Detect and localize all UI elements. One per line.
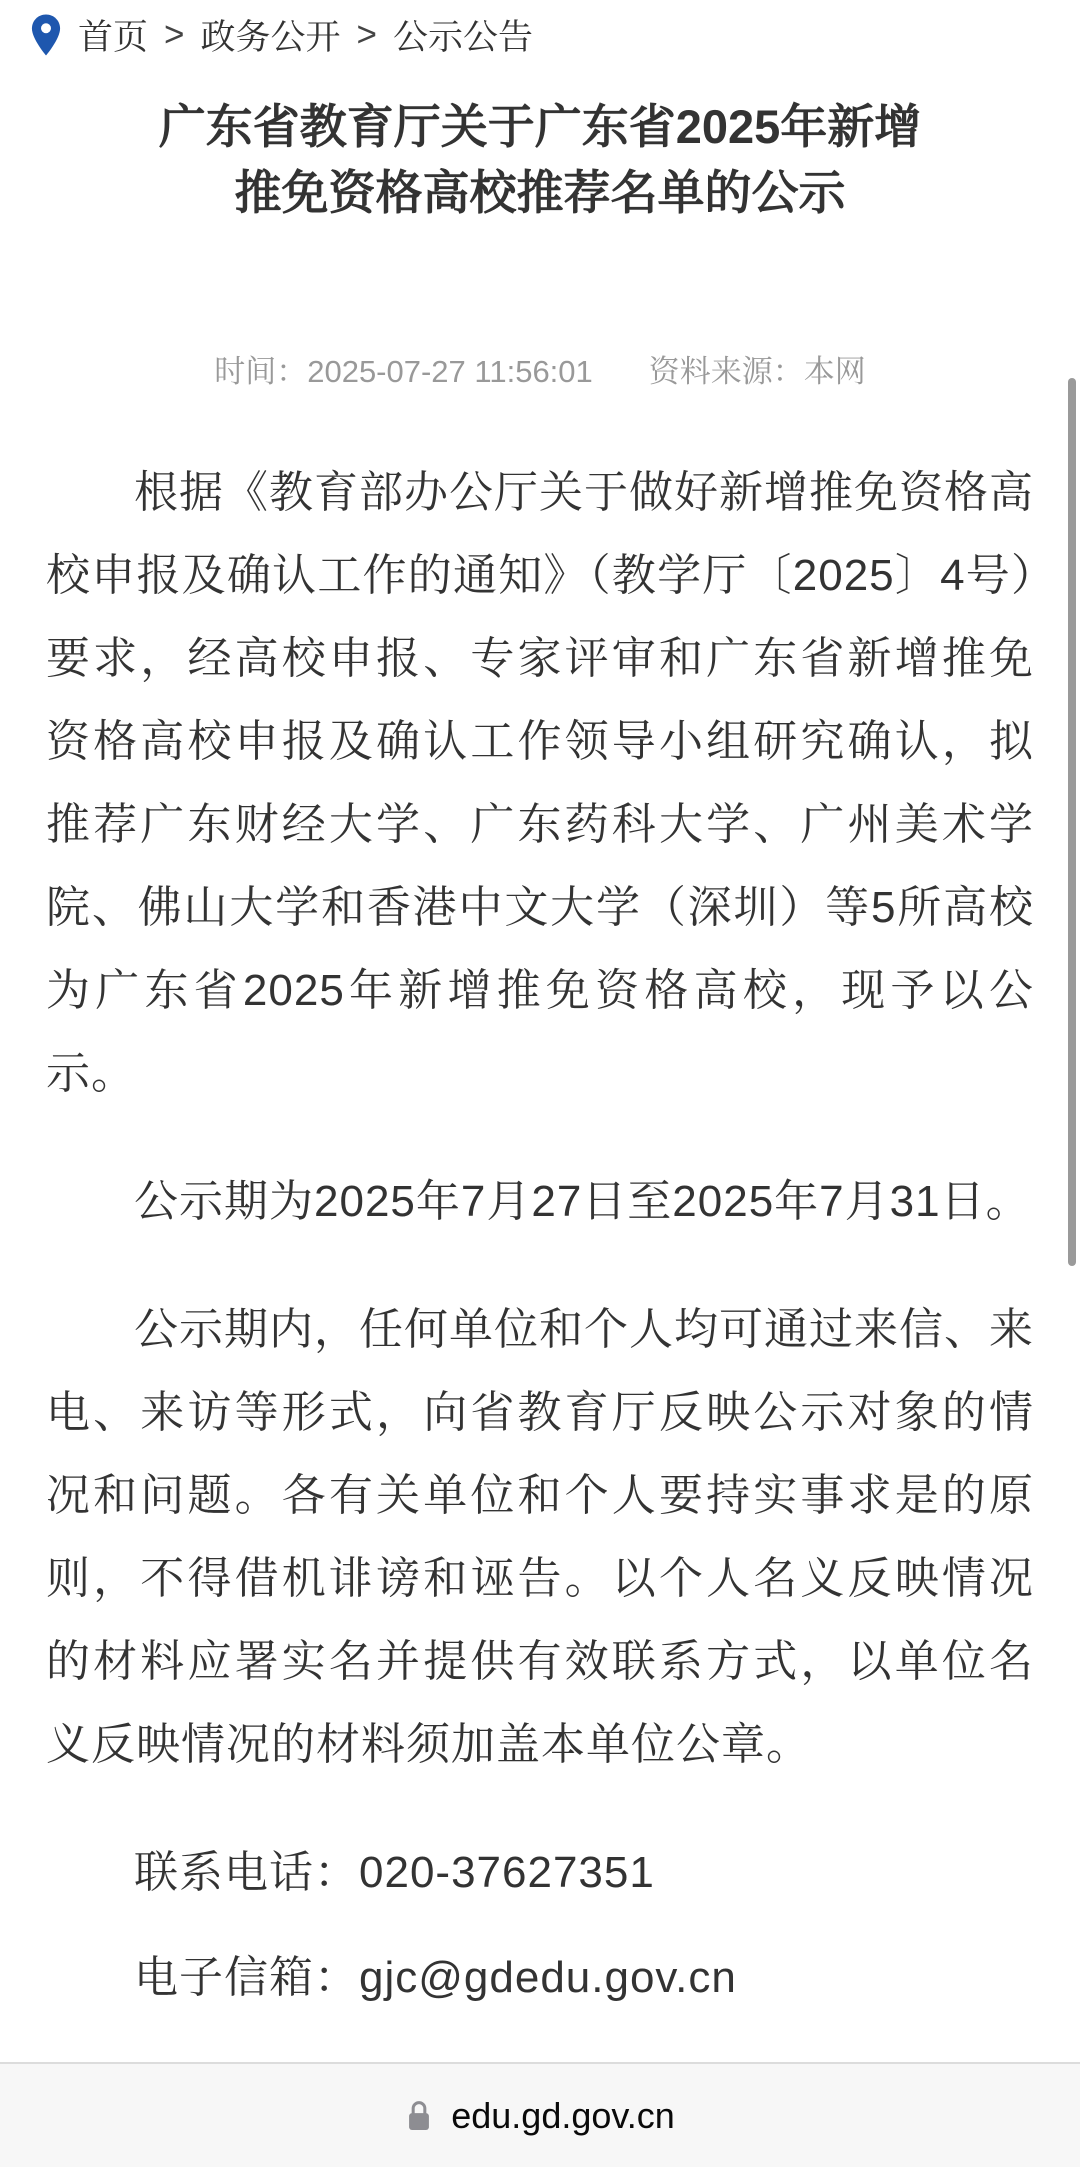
contact-email: 电子信箱：gjc@gdedu.gov.cn (134, 1953, 737, 2002)
breadcrumb-gongshi-link[interactable]: 公示公告 (392, 18, 533, 57)
breadcrumb-home-link[interactable]: 首页 (78, 18, 149, 57)
body-paragraph: 公示期内，任何单位和个人均可通过来信、来电、来访等形式，向省教育厅反映公示对象的情况和问题。各有关单位和个人要持实事求是的原则，不得借机诽谤和诬告。以个人名义反映情况的材料应署实名并提供有效联系方式，以单位名义反映情况的材料须加盖本单位公章。 (46, 1305, 1034, 1769)
lock-icon (405, 2098, 433, 2134)
meta-time-value: 2025-07-27 11:56:01 (307, 354, 593, 389)
url-text: edu.gd.gov.cn (451, 2094, 675, 2136)
browser-url-bar[interactable] (0, 2062, 1080, 2167)
location-pin-icon (28, 13, 64, 57)
breadcrumb-separator: > (356, 15, 377, 54)
page-title-line1: 广东省教育厅关于广东省2025年新增 (158, 100, 922, 153)
body-paragraph: 公示期为2025年7月27日至2025年7月31日。 (134, 1177, 1031, 1226)
page-title-line2: 推免资格高校推荐名单的公示 (234, 166, 846, 219)
scrollbar[interactable] (1068, 378, 1076, 1266)
meta-time-label: 时间： (214, 354, 308, 389)
meta-source-label: 资料来源： (648, 354, 804, 389)
meta-source-value: 本网 (803, 354, 866, 389)
body-paragraph: 根据《教育部办公厅关于做好新增推免资格高校申报及确认工作的通知》（教学厅〔2025〕4号）要求，经高校申报、专家评审和广东省新增推免资格高校申报及确认工作领导小组研究确认，拟推荐广东财经大学、广东药科大学、广州美术学院、佛山大学和香港中文大学（深圳）等5所高校为广东省2025年新增推免资格高校，现予以公示。 (46, 468, 1034, 1098)
page-title (0, 94, 1080, 226)
breadcrumb-zhengwu-link[interactable]: 政务公开 (200, 18, 341, 57)
contact-phone: 联系电话：020-37627351 (134, 1848, 655, 1897)
breadcrumb (0, 0, 1080, 60)
breadcrumb-separator: > (164, 15, 185, 54)
article-meta (0, 346, 1080, 391)
article-body (0, 451, 1080, 2019)
